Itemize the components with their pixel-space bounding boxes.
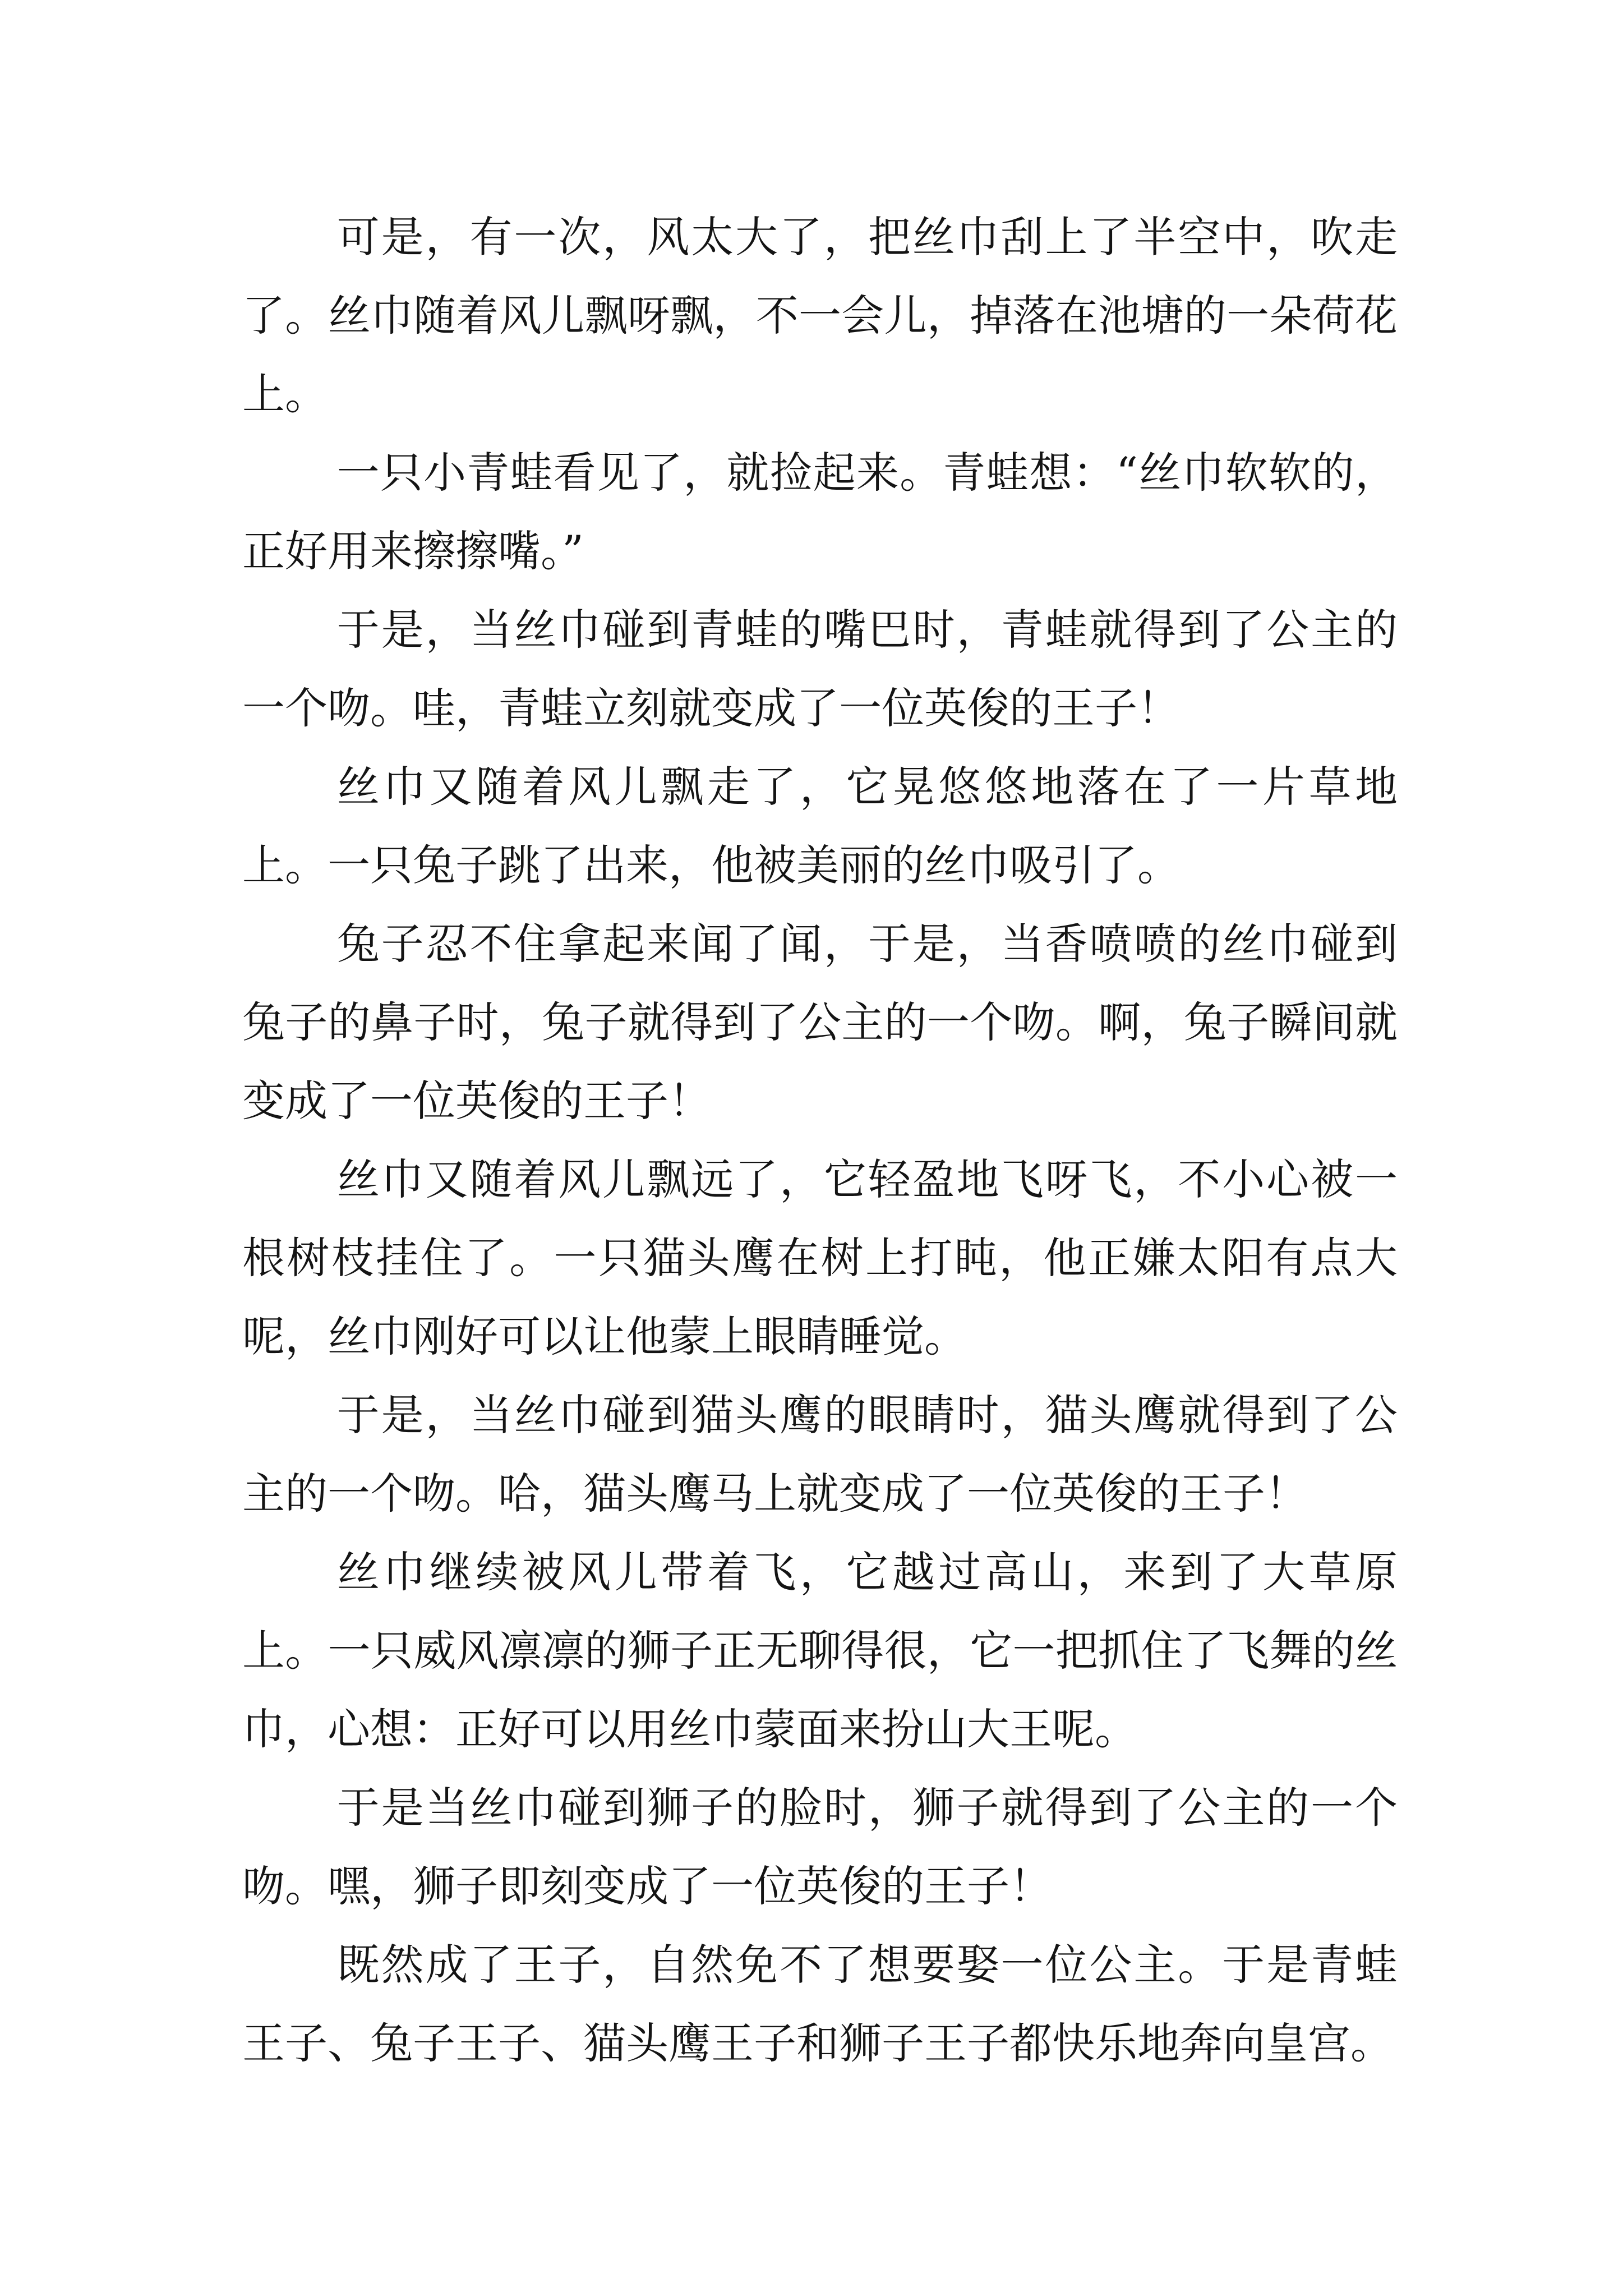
paragraph: 于是当丝巾碰到狮子的脸时，狮子就得到了公主的一个吻。嘿，狮子即刻变成了一位英俊的王子！ xyxy=(242,1783,1398,1911)
paragraph: 于是，当丝巾碰到青蛙的嘴巴时，青蛙就得到了公主的一个吻。哇，青蛙立刻就变成了一位英俊的王子！ xyxy=(242,605,1398,733)
paragraph: 一只小青蛙看见了，就捡起来。青蛙想：“丝巾软软的，正好用来擦擦嘴。” xyxy=(242,448,1398,576)
document-body xyxy=(242,198,1398,2083)
paragraph: 于是，当丝巾碰到猫头鹰的眼睛时，猫头鹰就得到了公主的一个吻。哈，猫头鹰马上就变成了一位英俊的王子！ xyxy=(242,1390,1398,1519)
paragraph: 丝巾又随着风儿飘走了，它晃悠悠地落在了一片草地上。一只兔子跳了出来，他被美丽的丝巾吸引了。 xyxy=(242,762,1398,890)
paragraph: 丝巾继续被风儿带着飞，它越过高山，来到了大草原上。一只威风凛凛的狮子正无聊得很，它一把抓住了飞舞的丝巾，心想：正好可以用丝巾蒙面来扮山大王呢。 xyxy=(242,1547,1398,1754)
paragraph: 兔子忍不住拿起来闻了闻，于是，当香喷喷的丝巾碰到兔子的鼻子时，兔子就得到了公主的一个吻。啊，兔子瞬间就变成了一位英俊的王子！ xyxy=(242,919,1398,1126)
paragraph: 丝巾又随着风儿飘远了，它轻盈地飞呀飞，不小心被一根树枝挂住了。一只猫头鹰在树上打盹，他正嫌太阳有点大呢，丝巾刚好可以让他蒙上眼睛睡觉。 xyxy=(242,1154,1398,1361)
paragraph: 既然成了王子，自然免不了想要娶一位公主。于是青蛙王子、兔子王子、猫头鹰王子和狮子王子都快乐地奔向皇宫。 xyxy=(242,1940,1398,2068)
paragraph: 可是，有一次，风太大了，把丝巾刮上了半空中，吹走了。丝巾随着风儿飘呀飘，不一会儿，掉落在池塘的一朵荷花上。 xyxy=(242,212,1398,419)
